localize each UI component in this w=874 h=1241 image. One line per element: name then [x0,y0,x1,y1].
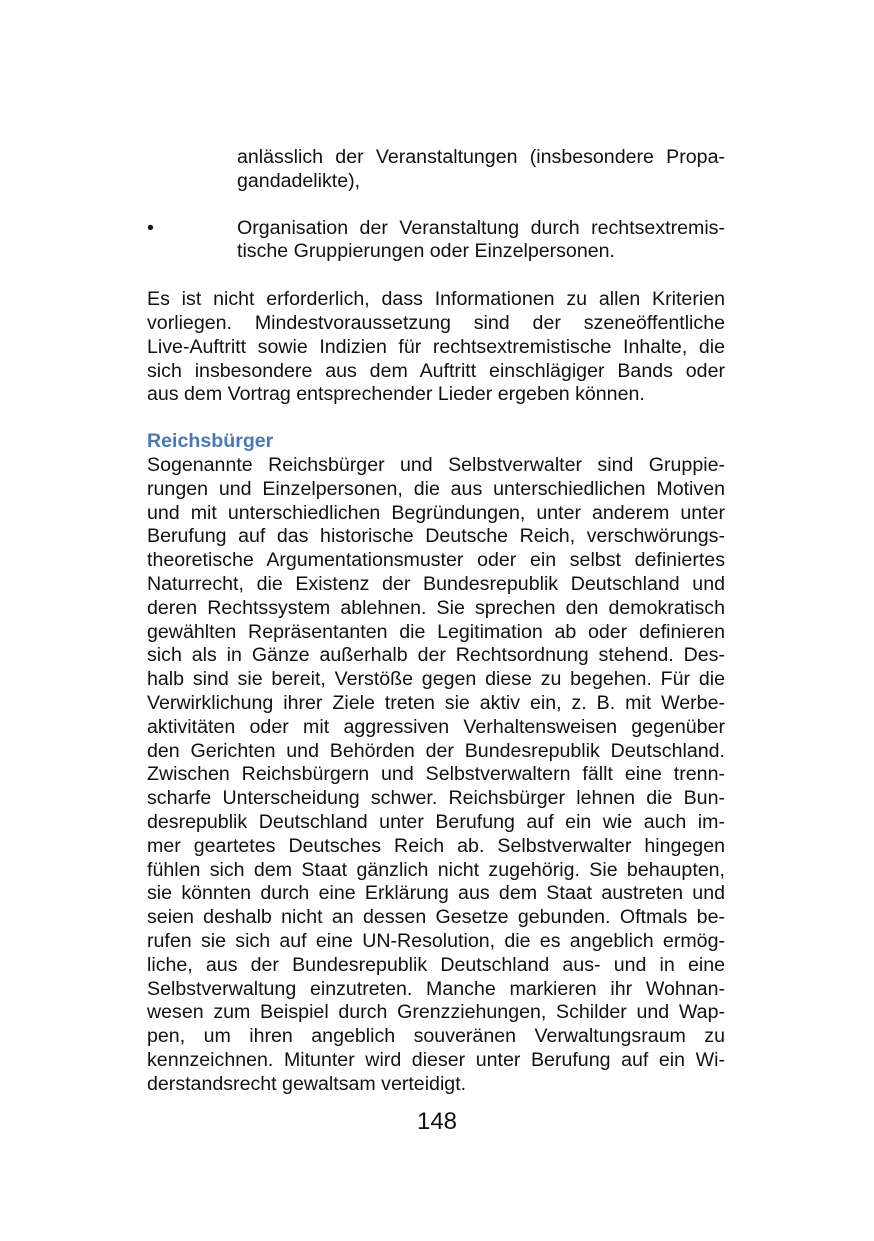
list-item [147,146,725,194]
list-item [147,217,725,265]
text-line: Berufung auf das historische Deutsche Reich, verschwörungs- [147,525,725,548]
text-line: desrepublik Deutschland unter Berufung auf ein wie auch im- [147,810,725,833]
text-line: Organisation der Veranstaltung durch rechtsextremis- [237,216,725,239]
text-line: anlässlich der Veranstaltungen (insbesondere Propa- [237,146,725,168]
text-line: sie könnten durch eine Erklärung aus dem Staat austreten und [147,882,725,905]
text-line: seien deshalb nicht an dessen Gesetze gebunden. Oftmals be- [147,906,725,929]
text-line: rungen und Einzelpersonen, die aus unterschiedlichen Motiven [147,477,725,500]
text-line: rufen sie sich auf eine UN-Resolution, die es angeblich ermög- [147,929,725,952]
text-line: Verwirklichung ihrer Ziele treten sie aktiv ein, z. B. mit Werbe- [147,691,725,714]
text-line: vorliegen. Mindestvoraussetzung sind der szeneöffentliche [147,311,725,334]
paragraph-reichsbuerger [147,454,725,1097]
text-line: theoretische Argumentationsmuster oder ein selbst definiertes [147,549,725,572]
text-line: Es ist nicht erforderlich, dass Informationen zu allen Kriterien [147,288,725,311]
page-number: 148 [416,1108,458,1135]
bullet-marker: • [147,216,154,239]
text-line: pen, um ihren angeblich souveränen Verwaltungsraum zu [147,1025,725,1048]
text-line: Sogenannte Reichsbürger und Selbstverwalter sind Gruppie- [147,453,725,476]
text-line: aus dem Vortrag entsprechender Lieder ergeben können. [147,383,645,406]
text-line: gandadelikte), [237,169,361,192]
text-line: aktivitäten oder mit aggressiven Verhaltensweisen gegenüber [147,715,725,738]
text-line: fühlen sich dem Staat gänzlich nicht zugehörig. Sie behaupten, [147,858,725,881]
section-heading: Reichsbürger [147,430,274,453]
text-line: deren Rechtssystem ablehnen. Sie sprechen den demokratisch [147,596,725,619]
text-line: und mit unterschiedlichen Begründungen, unter anderem unter [147,501,725,524]
paragraph-criteria [147,288,725,407]
text-line: Selbstverwaltung einzutreten. Manche markieren ihr Wohnan- [147,977,725,1000]
text-line: Naturrecht, die Existenz der Bundesrepublik Deutschland und [147,572,725,595]
text-line: liche, aus der Bundesrepublik Deutschland aus- und in eine [147,953,725,976]
text-line: halb sind sie bereit, Verstöße gegen diese zu begehen. Für die [147,668,725,691]
text-line: sich insbesondere aus dem Auftritt einschlägiger Bands oder [147,359,725,382]
document-page [147,146,725,1096]
text-line: Live-Auftritt sowie Indizien für rechtsextremistische Inhalte, die [147,335,725,358]
text-line: derstandsrecht gewaltsam verteidigt. [147,1072,467,1095]
text-line: Zwischen Reichsbürgern und Selbstverwaltern fällt eine trenn- [147,763,725,786]
text-line: tische Gruppierungen oder Einzelpersonen. [237,240,615,263]
text-line: wesen zum Beispiel durch Grenzziehungen, Schilder und Wap- [147,1001,725,1024]
text-line: scharfe Unterscheidung schwer. Reichsbürger lehnen die Bun- [147,787,725,810]
text-line: gewählten Repräsentanten die Legitimation ab oder definieren [147,620,725,643]
text-line: mer geartetes Deutsches Reich ab. Selbstverwalter hingegen [147,834,725,857]
text-line: den Gerichten und Behörden der Bundesrepublik Deutschland. [147,739,725,762]
text-line: sich als in Gänze außerhalb der Rechtsordnung stehend. Des- [147,644,725,667]
text-line: kennzeichnen. Mitunter wird dieser unter Berufung auf ein Wi- [147,1048,725,1071]
